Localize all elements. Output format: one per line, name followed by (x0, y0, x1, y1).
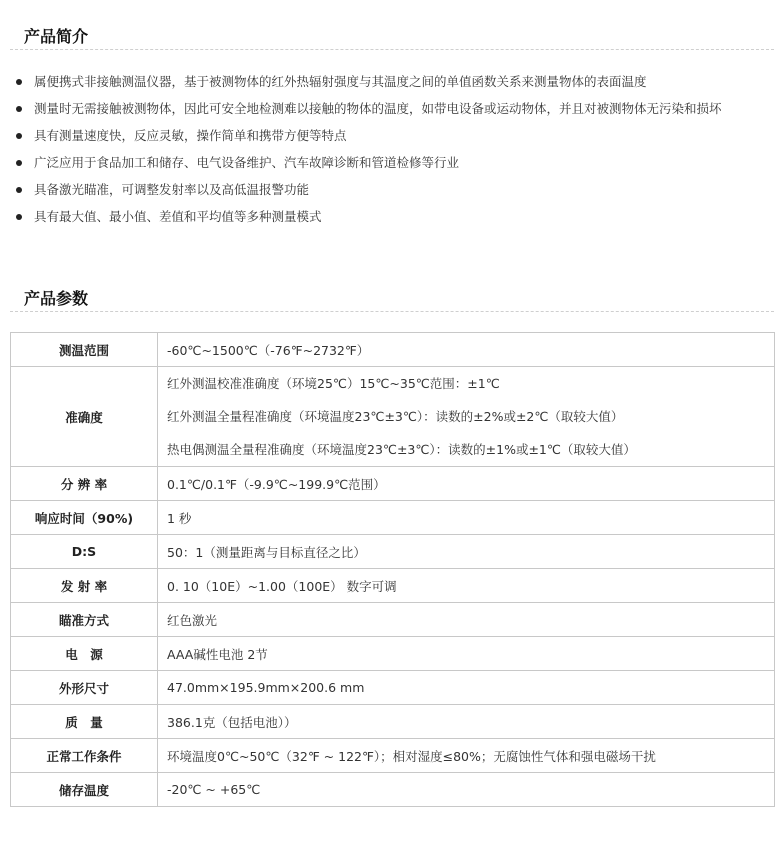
intro-section-header (10, 27, 774, 50)
list-item (14, 72, 764, 99)
table-row (11, 569, 775, 603)
param-value: 1 秒 (158, 501, 775, 535)
list-item (14, 180, 764, 207)
param-value: 0. 10（10E）~1.00（100E） 数字可调 (158, 569, 775, 603)
param-value: 386.1克（包括电池）） (158, 705, 775, 739)
param-value-line: 红外测温校准准确度（环境25℃）15℃~35℃范围：±1℃ (167, 376, 500, 391)
param-value: -20℃ ~ +65℃ (158, 773, 775, 807)
table-row (11, 603, 775, 637)
params-section-header (10, 289, 774, 312)
feature-text: 具有测量速度快，反应灵敏，操作简单和携带方便等特点 (34, 128, 347, 143)
param-label: 准确度 (11, 367, 158, 467)
param-label: 发 射 率 (11, 569, 158, 603)
param-label: 电 源 (11, 637, 158, 671)
param-value: AAA碱性电池 2节 (158, 637, 775, 671)
feature-text: 测量时无需接触被测物体，因此可安全地检测难以接触的物体的温度，如带电设备或运动物体，并且对被测物体无污染和损坏 (34, 101, 722, 116)
param-value: 环境温度0℃~50℃（32℉ ~ 122℉）；相对湿度≤80%；无腐蚀性气体和强电磁场干扰 (158, 739, 775, 773)
param-label: 质 量 (11, 705, 158, 739)
bullet-icon (16, 187, 22, 193)
feature-text: 具备激光瞄准，可调整发射率以及高低温报警功能 (34, 182, 310, 197)
table-row (11, 467, 775, 501)
table-row (11, 333, 775, 367)
table-row (11, 367, 775, 467)
param-label: 测温范围 (11, 333, 158, 367)
list-item (14, 207, 764, 234)
bullet-icon (16, 214, 22, 220)
bullet-icon (16, 133, 22, 139)
table-row (11, 773, 775, 807)
param-label: 分 辨 率 (11, 467, 158, 501)
param-value-multiline (158, 367, 775, 467)
params-title: 产品参数 (24, 289, 89, 308)
param-label: 正常工作条件 (11, 739, 158, 773)
table-row (11, 705, 775, 739)
table-row (11, 501, 775, 535)
list-item (14, 153, 764, 180)
list-item (14, 126, 764, 153)
bullet-icon (16, 106, 22, 112)
param-value: 47.0mm×195.9mm×200.6 mm (158, 671, 775, 705)
param-value-line: 热电偶测温全量程准确度（环境温度23℃±3℃）：读数的±1%或±1℃（取较大值） (167, 442, 636, 457)
param-value: 0.1℃/0.1℉（-9.9℃~199.9℃范围） (158, 467, 775, 501)
bullet-icon (16, 79, 22, 85)
param-value: 50：1（测量距离与目标直径之比） (158, 535, 775, 569)
feature-text: 属便携式非接触测温仪器，基于被测物体的红外热辐射强度与其温度之间的单值函数关系来测量物体的表面温度 (34, 74, 647, 89)
table-row (11, 637, 775, 671)
param-label: 储存温度 (11, 773, 158, 807)
param-label: 瞄准方式 (11, 603, 158, 637)
param-label: 响应时间（90%) (11, 501, 158, 535)
table-row (11, 535, 775, 569)
param-value-line: 红外测温全量程准确度（环境温度23℃±3℃）：读数的±2%或±2℃（取较大值） (167, 409, 624, 424)
table-row (11, 671, 775, 705)
table-row (11, 739, 775, 773)
bullet-icon (16, 160, 22, 166)
param-value: -60℃~1500℃（-76℉~2732℉） (158, 333, 775, 367)
list-item (14, 99, 764, 126)
params-table (10, 332, 775, 807)
feature-text: 具有最大值、最小值、差值和平均值等多种测量模式 (34, 209, 322, 224)
param-label: D:S (11, 535, 158, 569)
param-label: 外形尺寸 (11, 671, 158, 705)
param-value: 红色激光 (158, 603, 775, 637)
intro-title: 产品简介 (24, 27, 89, 46)
feature-text: 广泛应用于食品加工和储存、电气设备维护、汽车故障诊断和管道检修等行业 (34, 155, 460, 170)
feature-list (14, 72, 764, 234)
